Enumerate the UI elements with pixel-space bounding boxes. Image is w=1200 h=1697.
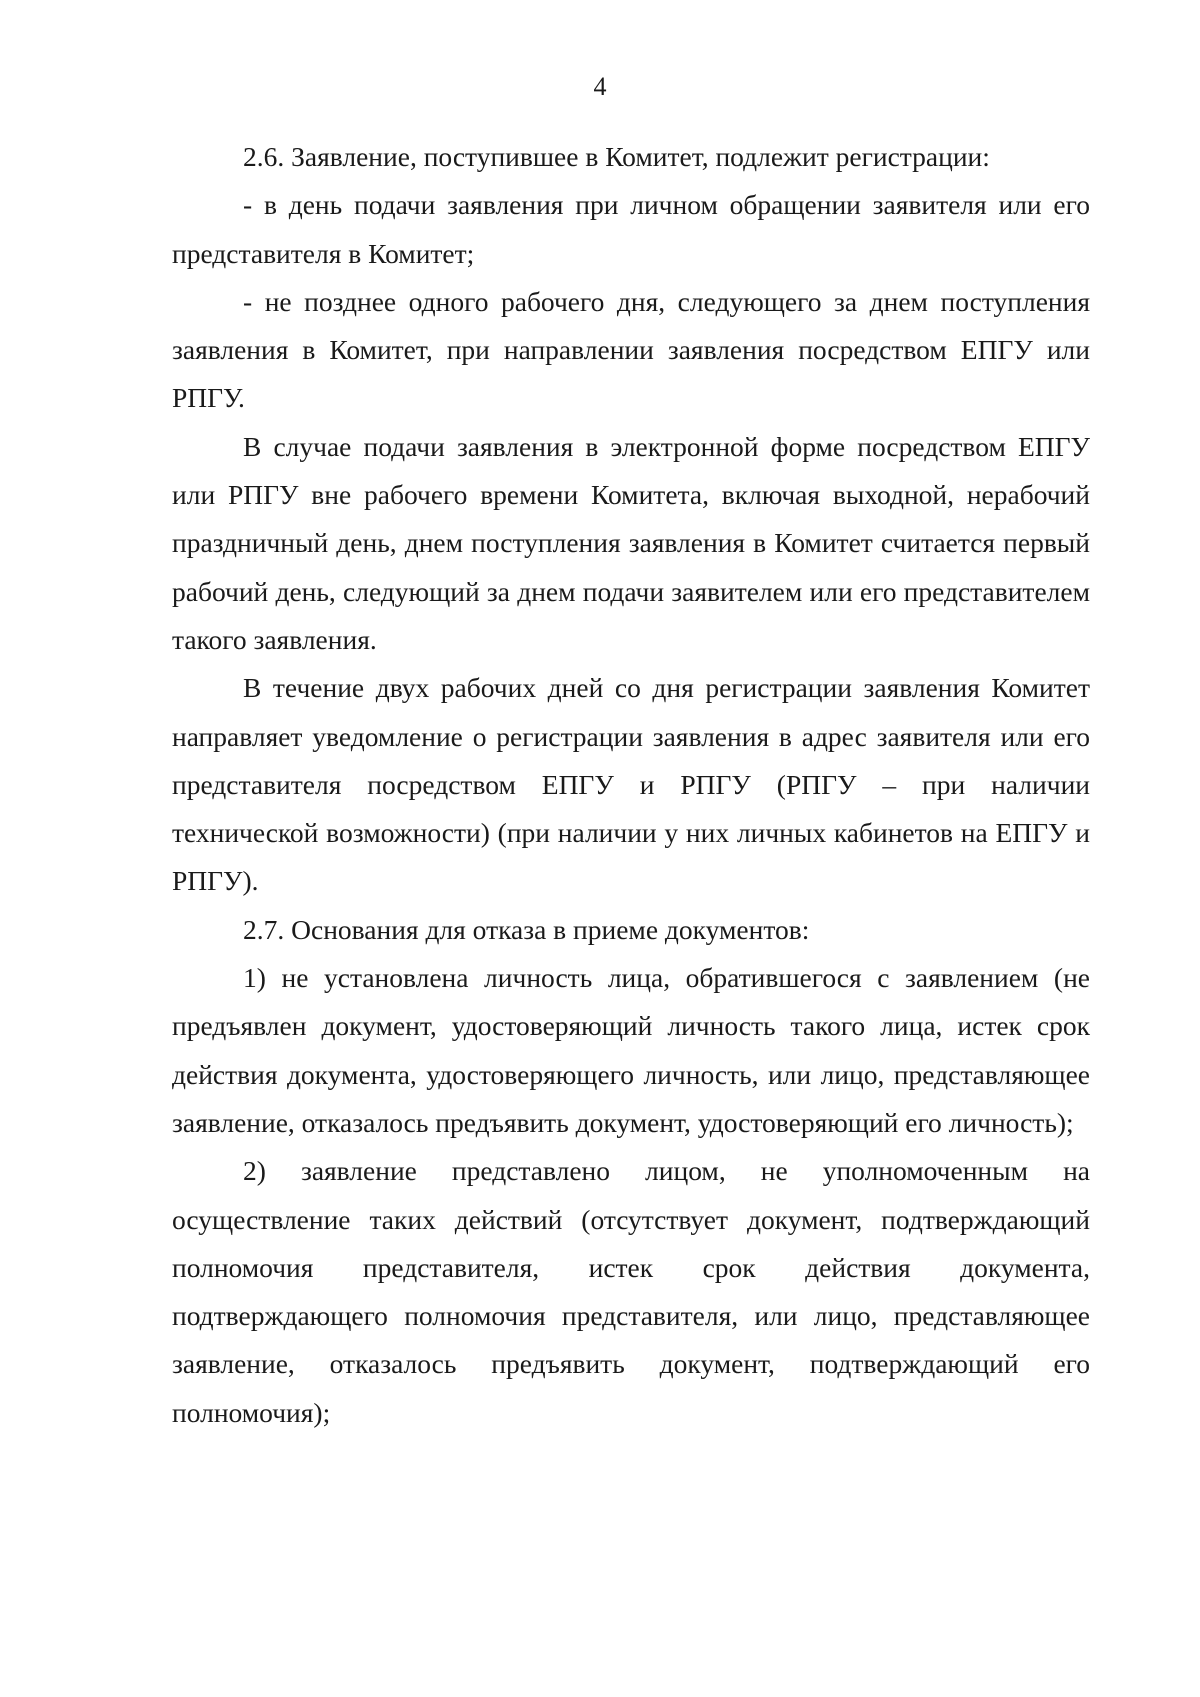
paragraph-non-working-time: В случае подачи заявления в электронной форме посредством ЕПГУ или РПГУ вне рабочего времени Комитета, включая выходной, нерабочий праздничный день, днем поступления заявления в Комитет считается первый рабочий день, следующий за днем подачи заявителем или его представителем такого заявления. — [172, 430, 1090, 655]
document-body — [172, 133, 1090, 1437]
paragraph-registration-online: - не позднее одного рабочего дня, следующего за днем поступления заявления в Комитет, при направлении заявления посредством ЕПГУ или РПГУ. — [172, 285, 1090, 414]
paragraph-registration-personal: - в день подачи заявления при личном обращении заявителя или его представителя в Комитет; — [172, 189, 1090, 269]
paragraph-notification: В течение двух рабочих дней со дня регистрации заявления Комитет направляет уведомление о регистрации заявления в адрес заявителя или его представителя посредством ЕПГУ и РПГУ (РПГУ – при наличии технической возможности) (при наличии у них личных кабинетов на ЕПГУ и РПГУ). — [172, 672, 1090, 897]
paragraph-refusal-reason-2: 2) заявление представлено лицом, не уполномоченным на осуществление таких действий (отсутствует документ, подтверждающий полномочия представителя, истек срок действия документа, подтверждающего полномочия представителя, или лицо, представляющее заявление, отказалось предъявить документ, подтверждающий его полномочия); — [172, 1155, 1090, 1428]
paragraph-2-7-heading: 2.7. Основания для отказа в приеме документов: — [243, 913, 810, 945]
paragraph-2-6-heading: 2.6. Заявление, поступившее в Комитет, подлежит регистрации: — [243, 141, 990, 172]
paragraph-refusal-reason-1: 1) не установлена личность лица, обратившегося с заявлением (не предъявлен документ, удостоверяющий личность такого лица, истек срок действия документа, удостоверяющего личность, или лицо, представляющее заявление, отказалось предъявить документ, удостоверяющий его личность); — [172, 962, 1090, 1138]
page-number: 4 — [593, 72, 607, 101]
